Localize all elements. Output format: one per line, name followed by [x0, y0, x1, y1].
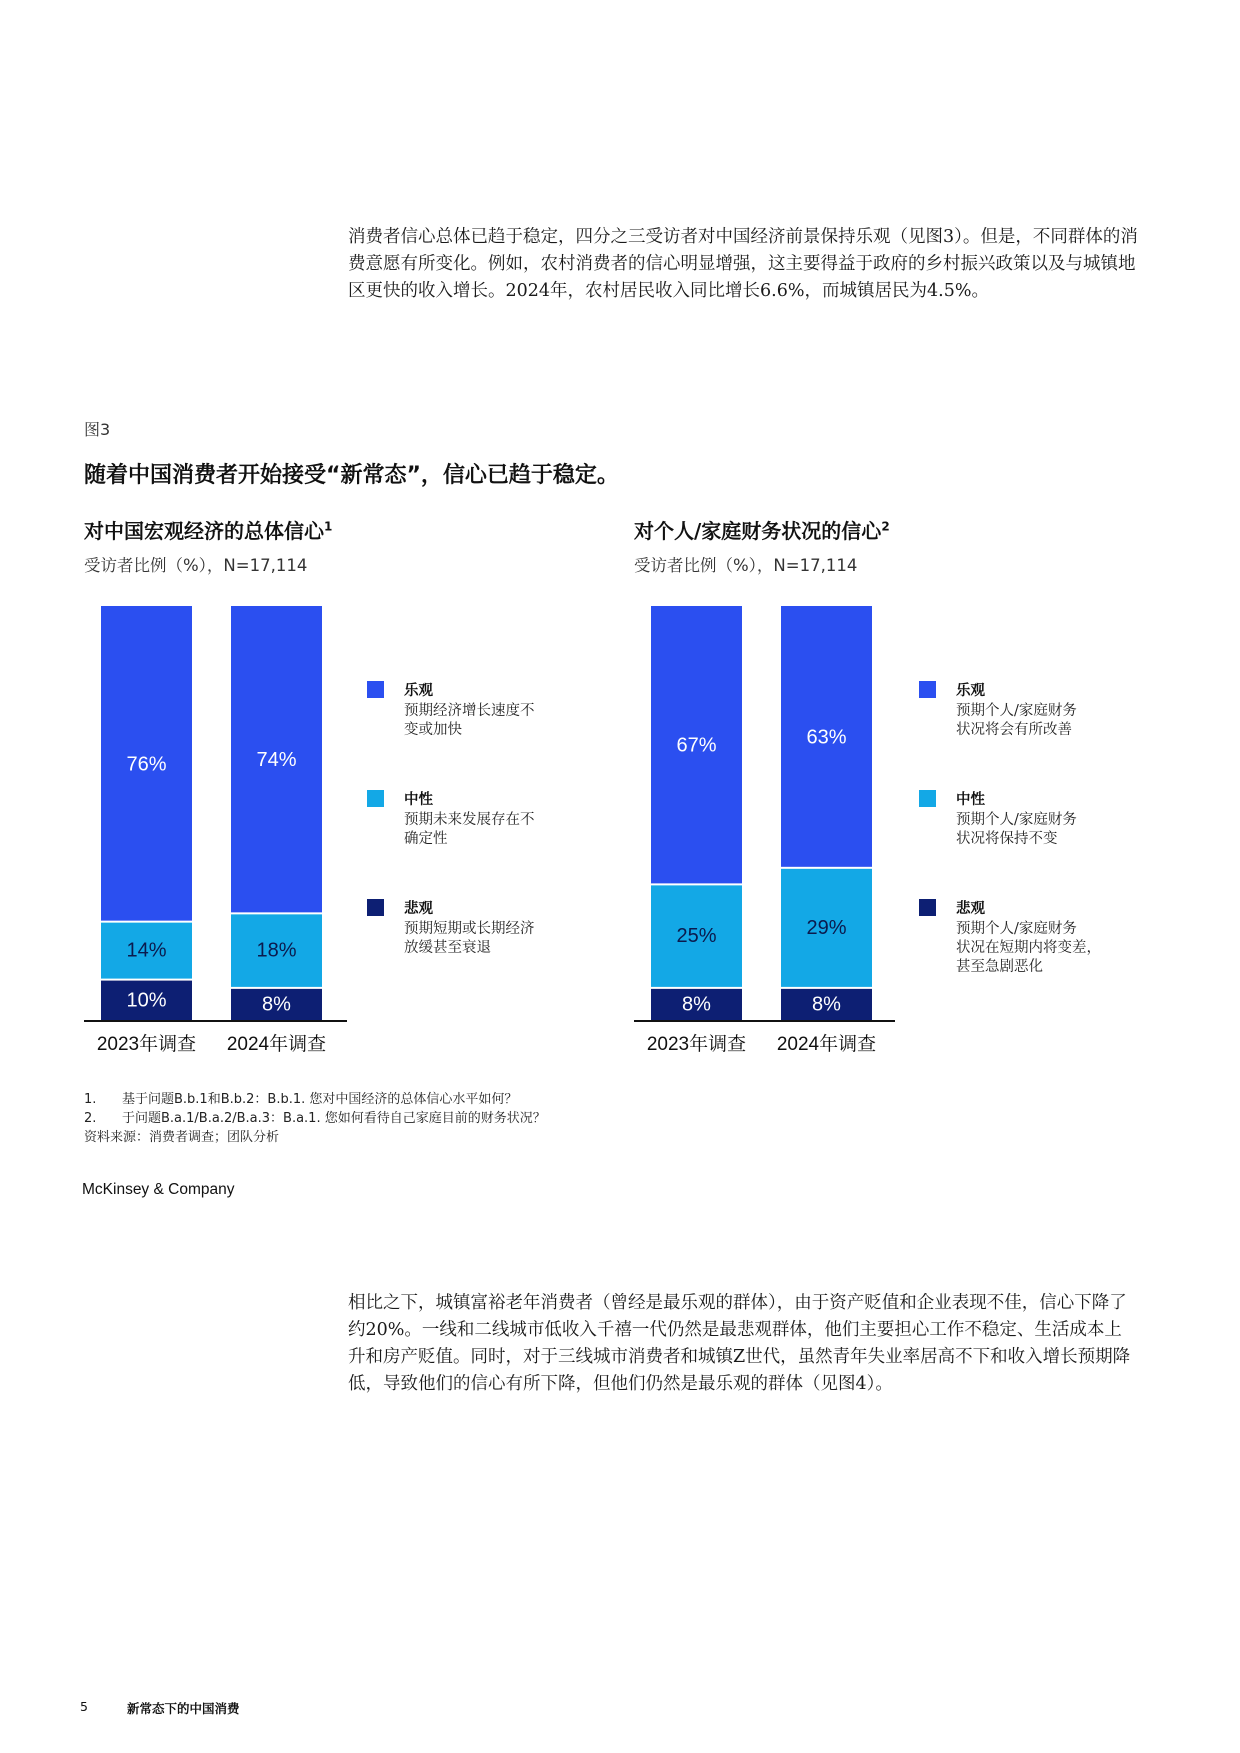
legend-swatch-pessimistic [919, 899, 936, 916]
footer-doc-title: 新常态下的中国消费 [127, 1701, 240, 1716]
data-label-neutral: 29% [806, 916, 847, 939]
legend-desc-neutral: 预期个人/家庭财务 [956, 812, 1077, 828]
legend-swatch-neutral [919, 790, 936, 807]
legend-desc-neutral: 状况将保持不变 [956, 831, 1058, 847]
category-label: 2023年调查 [96, 1034, 197, 1055]
footnote-1 [84, 1090, 546, 1109]
legend-desc-neutral: 预期未来发展存在不 [404, 812, 535, 828]
figure-title: 随着中国消费者开始接受“新常态”，信心已趋于稳定。 [84, 463, 619, 488]
chart-title-footnote: 2 [881, 519, 890, 534]
legend-desc-optimistic: 状况将会有所改善 [956, 722, 1072, 738]
body-paragraph: 相比之下，城镇富裕老年消费者（曾经是最乐观的群体），由于资产贬值和企业表现不佳，信心下降了约20%。一线和二线城市低收入千禧一代仍然是最悲观群体，他们主要担心工作不稳定、生活成本上升和房产贬值。同时，对于三线城市消费者和城镇Z世代，虽然青年失业率居高不下和收入增长预期降低，导致他们的信心有所下降，但他们仍然是最乐观的群体（见图4）。 [348, 1293, 1131, 1394]
footnote-2 [84, 1109, 546, 1128]
page-number: 5 [80, 1699, 88, 1714]
data-label-pessimistic: 8% [682, 993, 711, 1016]
legend-title-pessimistic: 悲观 [404, 901, 433, 917]
legend-title-neutral: 中性 [956, 792, 985, 808]
footnote-number: 1. [84, 1092, 97, 1107]
footnote-number: 2. [84, 1111, 97, 1126]
legend-title-pessimistic: 悲观 [956, 901, 985, 917]
data-label-neutral: 25% [676, 925, 717, 948]
legend-desc-optimistic: 预期经济增长速度不 [404, 703, 535, 719]
footnote-text: 基于问题B.b.1和B.b.2：B.b.1. 您对中国经济的总体信心水平如何？ [122, 1092, 518, 1107]
category-label: 2024年调查 [776, 1034, 877, 1055]
brand-name: McKinsey & Company [82, 1181, 235, 1198]
legend-desc-pessimistic: 状况在短期内将变差， [956, 940, 1101, 956]
legend-desc-pessimistic: 甚至急剧恶化 [956, 959, 1043, 975]
data-label-optimistic: 67% [676, 734, 717, 757]
data-label-neutral: 18% [256, 939, 297, 962]
figure-label: 图3 [84, 420, 111, 439]
data-label-optimistic: 74% [256, 749, 297, 772]
legend-desc-neutral: 确定性 [404, 831, 448, 847]
data-label-neutral: 14% [126, 939, 167, 962]
chart-title-text: 对个人/家庭财务状况的信心 [634, 519, 882, 543]
legend-swatch-optimistic [919, 681, 936, 698]
chart-title-text: 对中国宏观经济的总体信心 [84, 519, 324, 543]
legend-desc-pessimistic: 预期短期或长期经济 [404, 921, 535, 937]
data-label-pessimistic: 8% [262, 993, 291, 1016]
legend-desc-optimistic: 预期个人/家庭财务 [956, 703, 1077, 719]
legend-title-optimistic: 乐观 [956, 683, 985, 699]
footnotes [84, 1090, 546, 1147]
legend-title-optimistic: 乐观 [404, 683, 433, 699]
data-label-optimistic: 63% [806, 726, 847, 749]
category-label: 2023年调查 [646, 1034, 747, 1055]
data-label-optimistic: 76% [126, 753, 167, 776]
legend-swatch-optimistic [367, 681, 384, 698]
legend-swatch-neutral [367, 790, 384, 807]
category-label: 2024年调查 [226, 1034, 327, 1055]
legend-desc-pessimistic: 放缓甚至衰退 [404, 940, 491, 956]
intro-paragraph: 消费者信心总体已趋于稳定，四分之三受访者对中国经济前景保持乐观（见图3）。但是，不同群体的消费意愿有所变化。例如，农村消费者的信心明显增强，这主要得益于政府的乡村振兴政策以及与城镇地区更快的收入增长。2024年，农村居民收入同比增长6.6%，而城镇居民为4.5%。 [348, 227, 1138, 301]
chart-subtitle-macro: 受访者比例（%），N=17,114 [84, 556, 308, 575]
legend-swatch-pessimistic [367, 899, 384, 916]
chart-subtitle-household: 受访者比例（%），N=17,114 [634, 556, 858, 575]
data-label-pessimistic: 10% [126, 989, 167, 1012]
data-label-pessimistic: 8% [812, 993, 841, 1016]
legend-desc-pessimistic: 预期个人/家庭财务 [956, 921, 1077, 937]
chart-title-footnote: 1 [324, 519, 333, 534]
legend-desc-optimistic: 变或加快 [404, 722, 462, 738]
footnote-text: 于问题B.a.1/B.a.2/B.a.3：B.a.1. 您如何看待自己家庭目前的财务状况？ [122, 1111, 546, 1126]
source-note: 资料来源：消费者调查；团队分析 [84, 1130, 280, 1145]
legend-title-neutral: 中性 [404, 792, 433, 808]
